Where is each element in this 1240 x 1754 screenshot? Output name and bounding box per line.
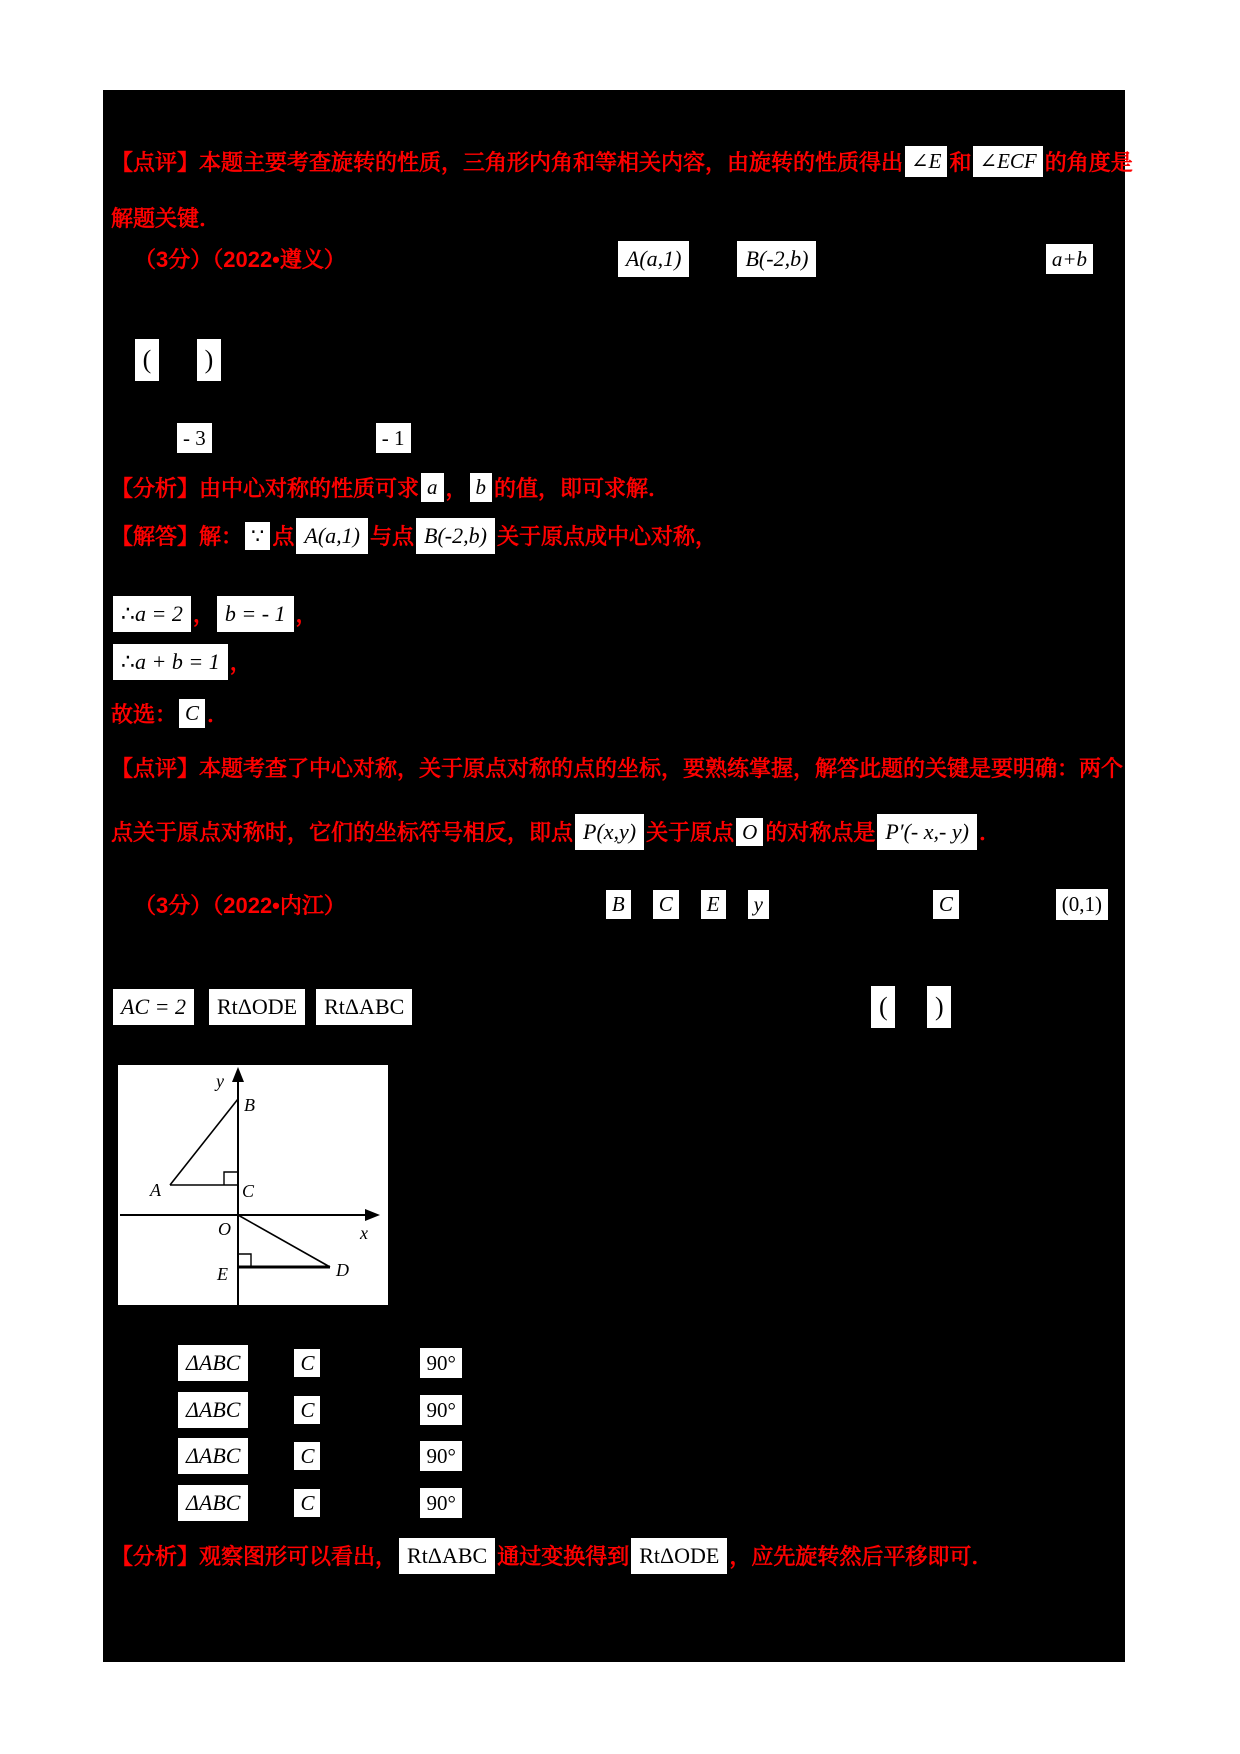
spacer xyxy=(196,1007,207,1008)
formula-90deg: 90° xyxy=(420,1348,461,1378)
review1-line1 xyxy=(111,146,1133,177)
review1-text4: 解题关键． xyxy=(111,206,222,231)
review1-line2 xyxy=(111,202,221,233)
formula-eq-ab: ∴a + b = 1 xyxy=(113,644,228,680)
formula-rt-abc: RtΔABC xyxy=(316,989,412,1025)
graph-label-e: E xyxy=(217,1264,228,1284)
spacer xyxy=(250,1502,292,1503)
spacer xyxy=(414,1007,869,1008)
formula-because: ∵ xyxy=(245,522,270,550)
solution1-comma3: ， xyxy=(229,650,252,676)
analysis2-text3: ，应先旋转然后平移即可． xyxy=(729,1544,994,1570)
review2-text4: 的对称点是 xyxy=(765,820,876,846)
formula-90deg: 90° xyxy=(420,1441,461,1471)
formula-e-letter: E xyxy=(701,890,726,918)
formula-p-prime: P′(- x,- y) xyxy=(877,814,977,850)
problem2-line2 xyxy=(111,986,953,1028)
formula-paren-right2: ) xyxy=(927,986,951,1028)
formula-tri-abc: ΔABC xyxy=(178,1345,248,1381)
dark-content-panel xyxy=(103,90,1133,1662)
spacer xyxy=(322,1502,418,1503)
formula-c-opt: C xyxy=(294,1396,320,1424)
graph-label-x: x xyxy=(360,1223,368,1243)
formula-point-b2: B(-2,b) xyxy=(416,518,495,554)
formula-90deg: 90° xyxy=(420,1395,461,1425)
solution1-text2: 点 xyxy=(272,524,295,550)
solution1-comma2: ， xyxy=(295,602,318,628)
solution1-guxuan: 故选： xyxy=(111,702,178,727)
review1-text3: 的角度是 xyxy=(1044,150,1133,175)
formula-c2-letter: C xyxy=(933,890,959,918)
solution1-answer-line xyxy=(111,698,229,729)
option-row xyxy=(176,1392,464,1428)
problem2-heading-line xyxy=(134,889,1108,920)
formula-c-opt: C xyxy=(294,1489,320,1517)
formula-eq-b: b = - 1 xyxy=(217,596,294,632)
formula-a: a xyxy=(421,473,444,501)
spacer xyxy=(322,1455,418,1456)
problem2-heading: （3分）（2022•内江） xyxy=(134,893,346,918)
formula-b-letter: B xyxy=(606,890,631,918)
spacer xyxy=(681,904,699,905)
formula-c-opt: C xyxy=(294,1442,320,1470)
analysis1-text2: ， xyxy=(445,476,468,501)
formula-b: b xyxy=(470,473,493,501)
option-row xyxy=(176,1345,464,1381)
analysis2-text1: 【分析】观察图形可以看出， xyxy=(111,1544,398,1570)
review1-text1: 【点评】本题主要考查旋转的性质，三角形内角和等相关内容，由旋转的性质得出 xyxy=(111,150,904,175)
spacer xyxy=(897,1007,925,1008)
spacer xyxy=(161,360,195,361)
formula-a-plus-b: a+b xyxy=(1046,244,1093,274)
formula-ac-2: AC = 2 xyxy=(113,989,194,1025)
spacer xyxy=(346,258,616,259)
formula-tri-abc: ΔABC xyxy=(178,1392,248,1428)
spacer xyxy=(633,904,651,905)
graph-label-a: A xyxy=(150,1180,161,1200)
graph-svg xyxy=(118,1065,388,1305)
graph-label-d: D xyxy=(336,1260,349,1280)
formula-angle-ecf: ∠ECF xyxy=(973,146,1042,176)
spacer xyxy=(346,904,604,905)
formula-choice-c: C xyxy=(179,699,205,727)
formula-angle-e: ∠E xyxy=(905,146,947,176)
formula-paren-left: ( xyxy=(135,339,159,381)
formula-90deg: 90° xyxy=(420,1488,461,1518)
spacer xyxy=(771,904,931,905)
spacer xyxy=(250,1409,292,1410)
spacer xyxy=(691,258,735,259)
solution1-period: ． xyxy=(207,702,230,727)
formula-c-letter: C xyxy=(653,890,679,918)
solution1-text3: 与点 xyxy=(370,524,415,550)
formula-tri-abc: ΔABC xyxy=(178,1438,248,1474)
x-axis-arrow-icon xyxy=(365,1209,380,1221)
problem1-choices xyxy=(175,423,413,453)
formula-point-b: B(-2,b) xyxy=(737,241,816,277)
solution1-comma1: ， xyxy=(192,602,215,628)
graph-label-y: y xyxy=(216,1071,224,1091)
formula-neg3: - 3 xyxy=(177,423,212,453)
solution1-line1 xyxy=(111,518,717,554)
y-axis-arrow-icon xyxy=(232,1067,244,1082)
problem1-heading-line xyxy=(134,241,1117,277)
review1-text2: 和 xyxy=(949,150,972,175)
formula-eq-a: ∴a = 2 xyxy=(113,596,191,632)
analysis1-line xyxy=(111,472,670,503)
analysis2-text2: 通过变换得到 xyxy=(497,1544,630,1570)
option-row xyxy=(176,1485,464,1521)
spacer xyxy=(307,1007,314,1008)
right-angle-mark-c xyxy=(224,1172,238,1185)
formula-p-xy: P(x,y) xyxy=(575,814,644,850)
spacer xyxy=(322,1409,418,1410)
problem1-answer-parens xyxy=(133,339,223,381)
spacer xyxy=(250,1362,292,1363)
formula-rt-abc2: RtΔABC xyxy=(399,1538,495,1574)
analysis1-text1: 【分析】由中心对称的性质可求 xyxy=(111,476,420,501)
formula-paren-right: ) xyxy=(197,339,221,381)
formula-origin-o: O xyxy=(736,818,763,846)
graph-label-o: O xyxy=(218,1219,231,1239)
review2-period: ． xyxy=(978,820,1001,846)
formula-y-letter: y xyxy=(748,890,769,918)
spacer xyxy=(322,1362,418,1363)
spacer xyxy=(728,904,746,905)
formula-paren-left2: ( xyxy=(871,986,895,1028)
coordinate-graph-figure xyxy=(118,1065,388,1305)
solution1-line2 xyxy=(111,596,318,632)
review2-line2 xyxy=(111,814,1001,850)
formula-point-a: A(a,1) xyxy=(618,241,690,277)
problem1-heading: （3分）（2022•遵义） xyxy=(134,247,346,273)
formula-point-01: (0,1) xyxy=(1056,889,1108,919)
solution1-line3 xyxy=(111,644,252,680)
spacer xyxy=(250,1455,292,1456)
review2-text2: 点关于原点对称时，它们的坐标符号相反，即点 xyxy=(111,820,574,846)
formula-point-a2: A(a,1) xyxy=(296,518,368,554)
formula-c-opt: C xyxy=(294,1349,320,1377)
right-angle-mark-e xyxy=(238,1254,251,1267)
analysis2-line xyxy=(111,1538,993,1574)
segment-od xyxy=(238,1215,330,1267)
graph-label-c: C xyxy=(242,1181,255,1201)
solution1-text1: 【解答】解： xyxy=(111,524,244,550)
review2-line1 xyxy=(111,752,1123,783)
solution1-text4: 关于原点成中心对称， xyxy=(496,524,717,550)
formula-rt-ode2: RtΔODE xyxy=(631,1538,727,1574)
spacer xyxy=(214,438,374,439)
review2-text1: 【点评】本题考查了中心对称，关于原点对称的点的坐标，要熟练掌握，解答此题的关键是要明确：两个 xyxy=(111,756,1124,781)
graph-label-b: B xyxy=(244,1095,255,1115)
analysis1-text3: 的值，即可求解． xyxy=(494,476,671,501)
formula-tri-abc: ΔABC xyxy=(178,1485,248,1521)
option-row xyxy=(176,1438,464,1474)
review2-text3: 关于原点 xyxy=(646,820,735,846)
formula-rt-ode: RtΔODE xyxy=(209,989,305,1025)
formula-neg1: - 1 xyxy=(376,423,411,453)
